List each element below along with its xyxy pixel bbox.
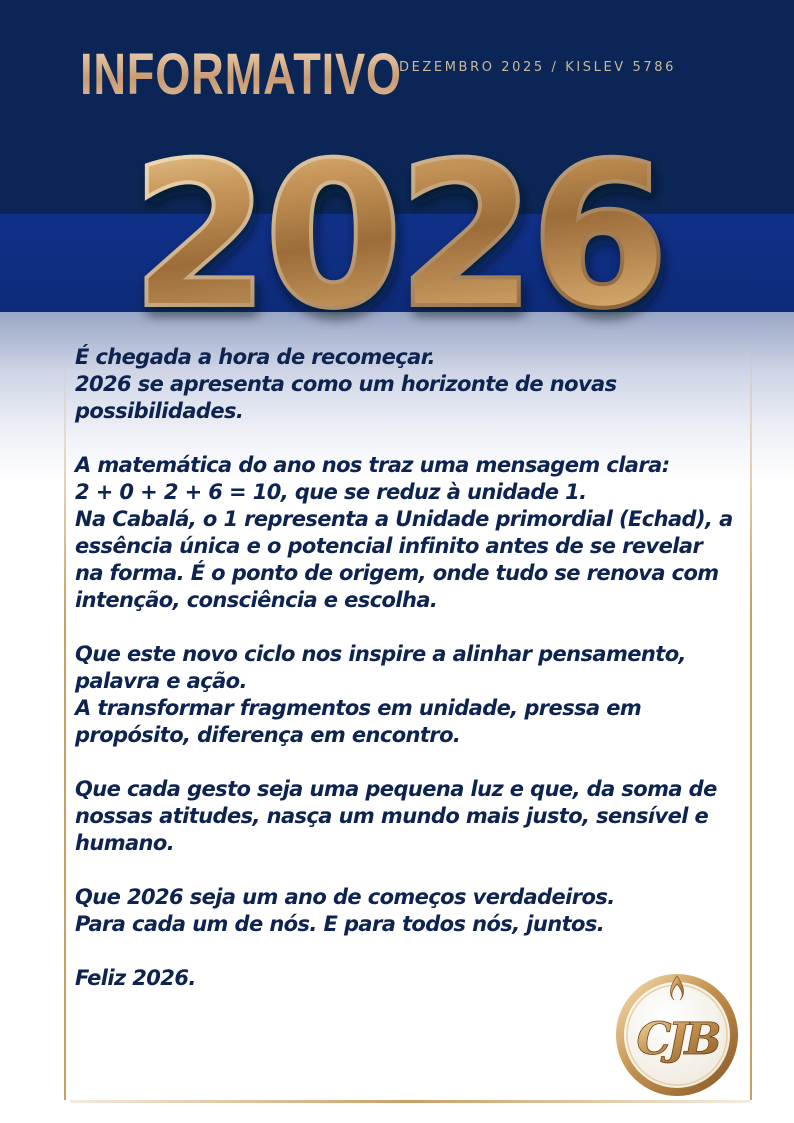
message-text: É chegada a hora de recomeçar. 2026 se apresenta como um horizonte de novas possibilidades. A matemática do ano nos traz uma mensagem clara: 2 + 0 + 2 + 6 = 10, que se reduz à unidade 1. Na Cabalá, o 1 representa a Unidade primordial (Echad), a essência única e o potencial infinito antes de se revelar na forma. É o ponto de origem, onde tudo se renova com intenção, consciência e escolha. Que este novo ciclo nos inspire a alinhar pensamento, palavra e ação. A transformar fragmentos em unidade, pressa em propósito, diferença em encontro. Que cada gesto seja uma pequena luz e que, da soma de nossas atitudes, nasça um mundo mais justo, sensível e humano. Que 2026 seja um ano de começos verdadeiros. Para cada um de nós. E para todos nós, juntos. Feliz 2026. xyxy=(75,345,733,990)
frame-left-line xyxy=(64,360,66,1100)
issue-date: DEZEMBRO 2025 / KISLEV 5786 xyxy=(399,60,676,75)
frame-right-line xyxy=(750,340,752,1100)
year-text: 2026 xyxy=(130,120,664,330)
logo-text: CJB xyxy=(636,1014,718,1065)
masthead-title: INFORMATIVO xyxy=(80,40,402,110)
frame-bottom-line xyxy=(70,1100,750,1103)
cjb-logo xyxy=(612,968,742,1098)
